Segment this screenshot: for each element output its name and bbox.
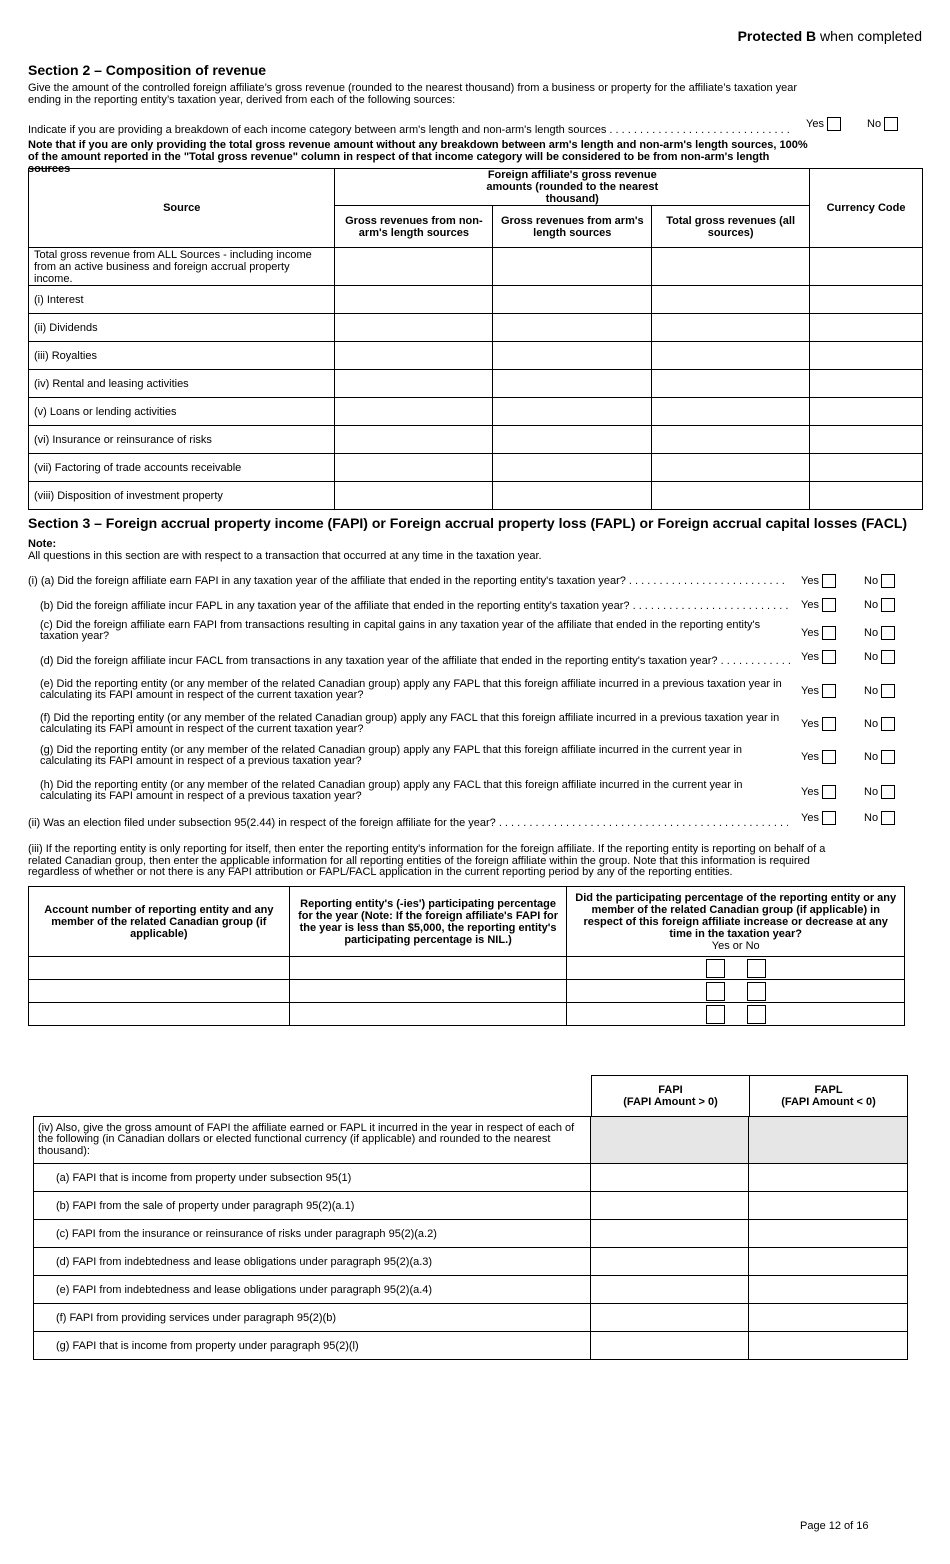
table-row xyxy=(29,370,923,398)
fapi-input[interactable] xyxy=(591,1164,749,1192)
section2-intro: Give the amount of the controlled foreign affiliate’s gross revenue (rounded to the nearest thousand) from a business or property for the affiliate’s taxation year ending in the reporting entity’s taxation year, derived from each of the following sources: xyxy=(28,82,798,106)
table-row xyxy=(29,314,923,342)
no-checkbox[interactable] xyxy=(881,598,895,612)
row-label: Total gross revenue from ALL Sources - including income from an active business and foreign accrual property income. xyxy=(29,248,335,286)
table-row xyxy=(29,980,905,1003)
non-arms-length-input[interactable] xyxy=(335,454,493,482)
shaded-cell xyxy=(749,1117,908,1164)
currency-code-input[interactable] xyxy=(810,342,923,370)
non-arms-length-input[interactable] xyxy=(335,370,493,398)
arms-length-input[interactable] xyxy=(493,342,652,370)
no-checkbox[interactable] xyxy=(747,959,766,978)
table-row xyxy=(34,1248,908,1276)
fapi-input[interactable] xyxy=(591,1248,749,1276)
no-checkbox[interactable] xyxy=(881,717,895,731)
currency-code-input[interactable] xyxy=(810,426,923,454)
page-number: Page 12 of 16 xyxy=(800,1520,869,1532)
row-label: (iii) Royalties xyxy=(29,342,335,370)
breakdown-yes-checkbox[interactable] xyxy=(827,117,841,131)
currency-code-input[interactable] xyxy=(810,398,923,426)
total-gross-input[interactable] xyxy=(652,454,810,482)
fapl-input[interactable] xyxy=(749,1220,908,1248)
table-row xyxy=(34,1304,908,1332)
no-checkbox[interactable] xyxy=(881,626,895,640)
table-row xyxy=(34,1276,908,1304)
row-label: (d) FAPI from indebtedness and lease obligations under paragraph 95(2)(a.3) xyxy=(34,1248,591,1276)
arms-length-header: Gross revenues from arm's length sources xyxy=(493,206,652,248)
non-arms-length-input[interactable] xyxy=(335,314,493,342)
row-label: (a) FAPI that is income from property under subsection 95(1) xyxy=(34,1164,591,1192)
fapi-input[interactable] xyxy=(591,1220,749,1248)
no-checkbox[interactable] xyxy=(881,785,895,799)
currency-code-input[interactable] xyxy=(810,248,923,286)
row-label: (f) FAPI from providing services under paragraph 95(2)(b) xyxy=(34,1304,591,1332)
yes-checkbox[interactable] xyxy=(822,785,836,799)
non-arms-length-input[interactable] xyxy=(335,426,493,454)
fapi-input[interactable] xyxy=(591,1192,749,1220)
fapi-header-row xyxy=(591,1075,908,1117)
fapi-input[interactable] xyxy=(591,1276,749,1304)
fapi-input[interactable] xyxy=(591,1304,749,1332)
section3-note: All questions in this section are with respect to a transaction that occurred at any time in the taxation year. xyxy=(28,550,542,562)
table-row xyxy=(29,398,923,426)
question-ii: (ii) Was an election filed under subsection 95(2.44) in respect of the foreign affiliate for the year? . . . Yes No xyxy=(28,811,898,837)
arms-length-input[interactable] xyxy=(493,248,652,286)
fapi-intro: (iv) Also, give the gross amount of FAPI the affiliate earned or FAPL it incurred in the year in respect of each of the following (in Canadian dollars or elected functional currency (if applicable) and rounded to the nearest thousand): xyxy=(34,1117,591,1164)
row-label: (v) Loans or lending activities xyxy=(29,398,335,426)
row-label: (iv) Rental and leasing activities xyxy=(29,370,335,398)
currency-code-header: Currency Code xyxy=(810,169,923,248)
breakdown-no: No xyxy=(867,117,898,131)
yes-checkbox[interactable] xyxy=(706,959,725,978)
fapl-column-header: FAPL (FAPI Amount < 0) xyxy=(781,1084,876,1108)
account-number-input[interactable] xyxy=(29,957,290,980)
account-number-input[interactable] xyxy=(29,1003,290,1026)
non-arms-length-input[interactable] xyxy=(335,286,493,314)
row-label: (vii) Factoring of trade accounts receivable xyxy=(29,454,335,482)
yes-checkbox[interactable] xyxy=(822,684,836,698)
row-label: (i) Interest xyxy=(29,286,335,314)
table-row xyxy=(29,342,923,370)
total-gross-input[interactable] xyxy=(652,482,810,510)
non-arms-length-input[interactable] xyxy=(335,248,493,286)
no-checkbox[interactable] xyxy=(881,574,895,588)
row-label: (e) FAPI from indebtedness and lease obligations under paragraph 95(2)(a.4) xyxy=(34,1276,591,1304)
table-row xyxy=(29,248,923,286)
participating-percentage-header: Reporting entity's (-ies') participating percentage for the year (Note: If the foreign affiliate's FAPI for the year is less than $5,000, the reporting entity's participating percentage is NIL.) xyxy=(289,887,567,957)
non-arms-length-input[interactable] xyxy=(335,482,493,510)
table-row xyxy=(34,1220,908,1248)
section2-note: Note that if you are only providing the total gross revenue amount without any breakdown between arm's length and non-arm's length sources, 100% of the amount reported in the "Total gross revenue" column in respect of that income category will be considered to be from non-arm's length sources xyxy=(28,139,808,175)
currency-code-input[interactable] xyxy=(810,286,923,314)
non-arms-length-input[interactable] xyxy=(335,398,493,426)
currency-code-input[interactable] xyxy=(810,454,923,482)
yes-checkbox[interactable] xyxy=(822,574,836,588)
fapi-table xyxy=(33,1116,908,1360)
question-i-h: (h) Did the reporting entity (or any member of the related Canadian group) apply any FACL that this foreign affiliate incurred in the current year in calculating its FAPI amount in respect of a previous taxation year? Yes No xyxy=(28,780,898,806)
section3-note-label: Note: xyxy=(28,538,57,550)
row-label: (c) FAPI from the insurance or reinsurance of risks under paragraph 95(2)(a.2) xyxy=(34,1220,591,1248)
row-label: (g) FAPI that is income from property under paragraph 95(2)(l) xyxy=(34,1332,591,1360)
currency-code-input[interactable] xyxy=(810,314,923,342)
breakdown-no-checkbox[interactable] xyxy=(884,117,898,131)
row-label: (b) FAPI from the sale of property under paragraph 95(2)(a.1) xyxy=(34,1192,591,1220)
participating-percentage-input[interactable] xyxy=(289,957,567,980)
section2-title: Section 2 – Composition of revenue xyxy=(28,62,267,78)
total-gross-input[interactable] xyxy=(652,370,810,398)
participation-table xyxy=(28,886,905,1026)
currency-code-input[interactable] xyxy=(810,482,923,510)
total-gross-input[interactable] xyxy=(652,314,810,342)
table-row xyxy=(29,426,923,454)
yes-checkbox[interactable] xyxy=(822,598,836,612)
row-label: (viii) Disposition of investment property xyxy=(29,482,335,510)
revenue-table xyxy=(28,168,923,510)
table-row xyxy=(29,286,923,314)
table-row xyxy=(34,1192,908,1220)
total-gross-input[interactable] xyxy=(652,398,810,426)
fapl-input[interactable] xyxy=(749,1332,908,1360)
arms-length-input[interactable] xyxy=(493,398,652,426)
arms-length-input[interactable] xyxy=(493,426,652,454)
arms-length-input[interactable] xyxy=(493,454,652,482)
no-checkbox[interactable] xyxy=(747,1005,766,1024)
fapl-input[interactable] xyxy=(749,1248,908,1276)
yes-checkbox[interactable] xyxy=(822,750,836,764)
yes-checkbox[interactable] xyxy=(706,982,725,1001)
yes-checkbox[interactable] xyxy=(822,717,836,731)
question-i-e: (e) Did the reporting entity (or any member of the related Canadian group) apply any FAPL that this foreign affiliate incurred in a previous taxation year in calculating its FAPI amount in respect of the current taxation year? Yes No xyxy=(28,679,898,705)
total-gross-input[interactable] xyxy=(652,342,810,370)
total-gross-input[interactable] xyxy=(652,286,810,314)
question-i-d: (d) Did the foreign affiliate incur FACL from transactions in any taxation year of the affiliate that ended in the reporting entity's taxation year? . . . Yes No xyxy=(28,650,898,676)
table-row xyxy=(34,1164,908,1192)
no-checkbox[interactable] xyxy=(881,750,895,764)
fapl-input[interactable] xyxy=(749,1276,908,1304)
question-i-g: (g) Did the reporting entity (or any member of the related Canadian group) apply any FAPL that this foreign affiliate incurred in the current year in calculating its FAPI amount in respect of a previous taxation year? Yes No xyxy=(28,745,898,771)
yes-checkbox[interactable] xyxy=(822,650,836,664)
section3-title: Section 3 – Foreign accrual property income (FAPI) or Foreign accrual property loss (FAPL) or Foreign accrual capital losses (FACL) xyxy=(28,515,908,531)
question-i-a: (i) (a) Did the foreign affiliate earn FAPI in any taxation year of the affiliate that ended in the reporting entity's taxation year? . . . Yes No xyxy=(28,574,898,600)
total-gross-input[interactable] xyxy=(652,426,810,454)
non-arms-length-header: Gross revenues from non-arm's length sources xyxy=(335,206,493,248)
percentage-change-header: Did the participating percentage of the reporting entity or any member of the related Canadian group (if applicable) in respect of this foreign affiliate increase or decrease at any time in the taxation year? Yes or No xyxy=(567,887,905,957)
breakdown-yes: Yes xyxy=(806,117,841,131)
participating-percentage-input[interactable] xyxy=(289,1003,567,1026)
currency-code-input[interactable] xyxy=(810,370,923,398)
arms-length-input[interactable] xyxy=(493,286,652,314)
source-header: Source xyxy=(29,169,335,248)
fapi-column-header: FAPI (FAPI Amount > 0) xyxy=(592,1076,750,1117)
no-checkbox[interactable] xyxy=(747,982,766,1001)
yes-checkbox[interactable] xyxy=(822,626,836,640)
yes-checkbox[interactable] xyxy=(822,811,836,825)
revenue-group-header: Foreign affiliate's gross revenue amounts (rounded to the nearest thousand) xyxy=(335,169,810,206)
row-label: (ii) Dividends xyxy=(29,314,335,342)
participating-percentage-input[interactable] xyxy=(289,980,567,1003)
breakdown-question: Indicate if you are providing a breakdown of each income category between arm's length and non-arm's length sources . . . xyxy=(28,124,790,136)
question-i-c: (c) Did the foreign affiliate earn FAPI from transactions resulting in capital gains in any taxation year of the affiliate that ended in the reporting entity's taxation year? Yes No xyxy=(28,620,898,646)
non-arms-length-input[interactable] xyxy=(335,342,493,370)
table-row xyxy=(29,1003,905,1026)
table-row xyxy=(29,454,923,482)
fapl-input[interactable] xyxy=(749,1304,908,1332)
arms-length-input[interactable] xyxy=(493,482,652,510)
yes-checkbox[interactable] xyxy=(706,1005,725,1024)
account-number-header: Account number of reporting entity and any member of the related Canadian group (if applicable) xyxy=(29,887,290,957)
table-row xyxy=(29,482,923,510)
table-row xyxy=(34,1332,908,1360)
fapl-input[interactable] xyxy=(749,1192,908,1220)
no-checkbox[interactable] xyxy=(881,684,895,698)
row-label: (vi) Insurance or reinsurance of risks xyxy=(29,426,335,454)
no-checkbox[interactable] xyxy=(881,811,895,825)
question-i-f: (f) Did the reporting entity (or any member of the related Canadian group) apply any FACL that this foreign affiliate incurred in a previous taxation year in calculating its FAPI amount in respect of the current taxation year? Yes No xyxy=(28,713,898,739)
fapi-input[interactable] xyxy=(591,1332,749,1360)
no-checkbox[interactable] xyxy=(881,650,895,664)
arms-length-input[interactable] xyxy=(493,370,652,398)
question-i-b: (b) Did the foreign affiliate incur FAPL in any taxation year of the affiliate that ended in the reporting entity's taxation year? . . . Yes No xyxy=(28,598,898,624)
shaded-cell xyxy=(591,1117,749,1164)
protected-label: Protected B when completed xyxy=(737,28,922,44)
account-number-input[interactable] xyxy=(29,980,290,1003)
table-row xyxy=(29,957,905,980)
total-gross-header: Total gross revenues (all sources) xyxy=(652,206,810,248)
fapl-input[interactable] xyxy=(749,1164,908,1192)
total-gross-input[interactable] xyxy=(652,248,810,286)
arms-length-input[interactable] xyxy=(493,314,652,342)
question-iii: (iii) If the reporting entity is only reporting for itself, then enter the reporting entity's information for the foreign affiliate. If the reporting entity is reporting on behalf of a related Canadian group, then enter the applicable information for all reporting entities of the foreign affiliate within the group. Note that this information is required regardless of whether or not there is any FAPI attribution or FAPL/FACL application in the current reporting period by any of the reporting entities. xyxy=(28,843,826,878)
